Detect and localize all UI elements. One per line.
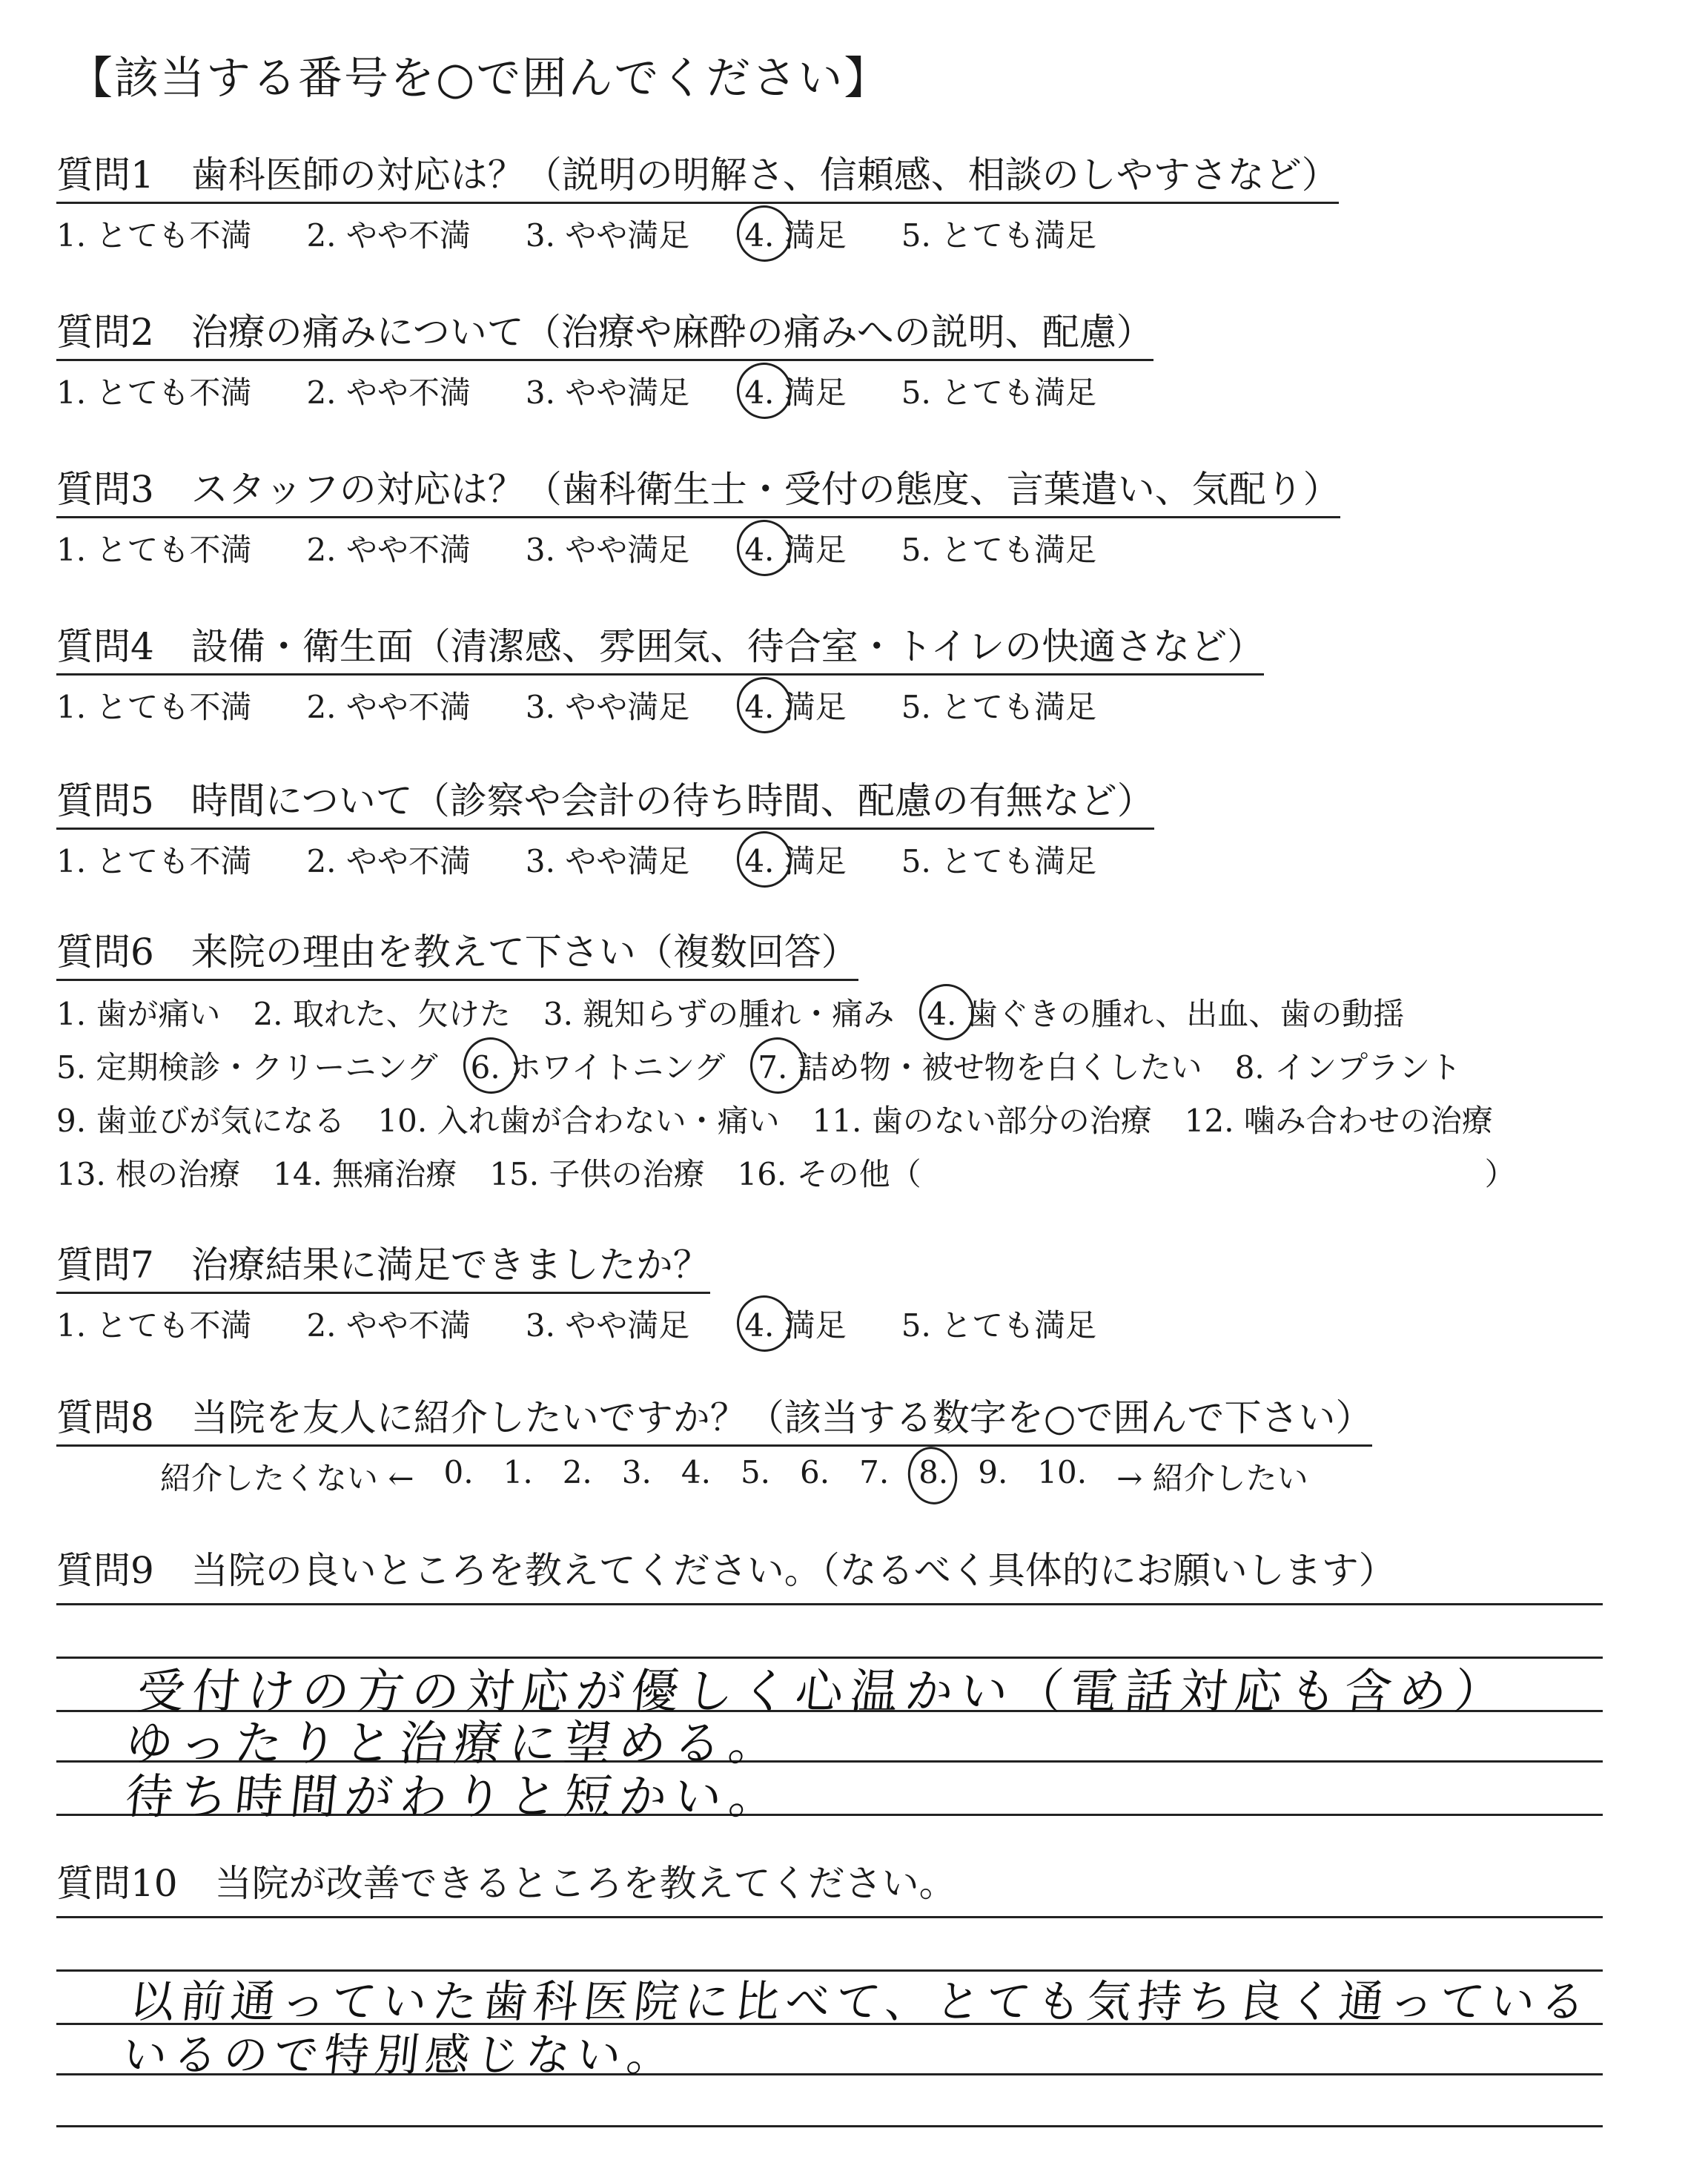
scale-value[interactable]: 3. [621,1454,652,1490]
reason-option[interactable]: 12. 噛み合わせの治療 [1184,1103,1493,1139]
rating-options [56,369,1153,413]
question-title: 質問7 治療結果に満足できましたか？ [56,1235,710,1294]
handwritten-answer-line: 以前通っていた歯科医院に比べて、とても気持ち良く通っている [127,1976,1594,2028]
question-3 [56,460,1340,570]
question-8 [56,1388,1372,1499]
option-4-selected[interactable]: 4. 満足 [744,683,846,727]
option-3[interactable]: 3. やや満足 [525,217,690,254]
recommend-scale [56,1454,1372,1499]
option-3[interactable]: 3. やや満足 [525,374,690,411]
option-2[interactable]: 2. やや不満 [306,843,471,879]
handwritten-answer-line: 受付けの方の対応が優しく心温かい（電話対応も含め） [134,1665,1512,1720]
option-3[interactable]: 3. やや満足 [525,843,690,879]
reason-option[interactable]: 13. 根の治療 [56,1156,241,1192]
answer-line [56,2125,1603,2127]
option-2[interactable]: 2. やや不満 [306,374,471,411]
option-1[interactable]: 1. とても不満 [56,843,252,879]
reason-row-3 [56,1097,1526,1141]
question-5 [56,771,1154,882]
option-2[interactable]: 2. やや不満 [306,1307,471,1344]
rating-options [56,1301,1151,1346]
option-1[interactable]: 1. とても不満 [56,217,252,254]
scale-right-label: → 紹介したい [1116,1460,1308,1496]
handwritten-answer-line: ゆったりと治療に望める。 [122,1717,787,1771]
question-6 [56,922,1526,1195]
form-header: 【該当する番号を○で囲んでください】 [68,53,890,105]
scale-value[interactable]: 2. [562,1454,592,1490]
question-title: 質問10 当院が改善できるところを教えてください。 [56,1862,956,1905]
reason-option[interactable]: 9. 歯並びが気になる [56,1103,345,1139]
question-title: 質問9 当院の良いところを教えてください。（なるべく具体的にお願いします） [56,1549,1396,1592]
option-5[interactable]: 5. とても満足 [901,217,1097,254]
option-2[interactable]: 2. やや不満 [306,532,471,568]
scale-value[interactable]: 5. [740,1454,771,1490]
option-5[interactable]: 5. とても満足 [901,689,1097,725]
question-9 [56,1541,1396,1594]
option-1[interactable]: 1. とても不満 [56,1307,252,1344]
rating-options [56,683,1264,727]
reason-option-selected[interactable]: 7. 詰め物・被せ物を白くしたい [758,1043,1202,1088]
scale-value[interactable]: 4. [681,1454,711,1490]
reason-option[interactable]: 8. インプラント [1234,1049,1462,1086]
rating-options [56,526,1340,570]
scale-value[interactable]: 7. [859,1454,890,1490]
option-5[interactable]: 5. とても満足 [901,1307,1097,1344]
scale-value[interactable]: 1. [503,1454,533,1490]
reason-option-selected[interactable]: 4. 歯ぐきの腫れ、出血、歯の動揺 [927,990,1404,1034]
option-3[interactable]: 3. やや満足 [525,689,690,725]
option-5[interactable]: 5. とても満足 [901,374,1097,411]
reason-option-selected[interactable]: 6. ホワイトニング [471,1043,726,1088]
reason-option[interactable]: 15. 子供の治療 [489,1156,705,1192]
question-title: 質問8 当院を友人に紹介したいですか？（該当する数字を○で囲んで下さい） [56,1388,1372,1447]
reason-row-1 [56,990,1526,1034]
reason-option[interactable]: 10. 入れ歯が合わない・痛い [377,1103,780,1139]
option-5[interactable]: 5. とても満足 [901,843,1097,879]
reason-option[interactable]: 14. 無痛治療 [273,1156,457,1192]
option-1[interactable]: 1. とても不満 [56,689,252,725]
reason-option[interactable]: 3. 親知らずの腫れ・痛み [543,996,895,1032]
reason-option-other[interactable]: 16. その他（ [737,1156,921,1192]
option-1[interactable]: 1. とても不満 [56,532,252,568]
question-1 [56,145,1339,256]
option-4-selected[interactable]: 4. 満足 [744,211,846,256]
reason-option[interactable]: 2. 取れた、欠けた [253,996,511,1032]
option-4-selected[interactable]: 4. 満足 [744,369,846,413]
option-3[interactable]: 3. やや満足 [525,532,690,568]
reason-option[interactable]: 1. 歯が痛い [56,996,221,1032]
question-title: 質問3 スタッフの対応は？（歯科衛生士・受付の態度、言葉遣い、気配り） [56,460,1340,518]
question-title: 質問5 時間について（診察や会計の待ち時間、配慮の有無など） [56,771,1154,830]
question-2 [56,303,1153,413]
option-1[interactable]: 1. とても不満 [56,374,252,411]
question-10 [56,1854,956,1907]
option-4-selected[interactable]: 4. 満足 [744,1301,846,1346]
scale-value-selected[interactable]: 8. [918,1454,948,1499]
scale-value[interactable]: 0. [443,1454,474,1490]
option-4-selected[interactable]: 4. 満足 [744,837,846,882]
scale-value[interactable]: 10. [1037,1454,1088,1490]
option-3[interactable]: 3. やや満足 [525,1307,690,1344]
question-title: 質問1 歯科医師の対応は？（説明の明解さ、信頼感、相談のしやすさなど） [56,145,1339,204]
question-4 [56,617,1264,727]
other-close-paren: ） [1484,1156,1516,1192]
reason-option[interactable]: 5. 定期検診・クリーニング [56,1049,438,1086]
option-5[interactable]: 5. とても満足 [901,532,1097,568]
rating-options [56,837,1154,882]
reason-row-4 [56,1150,1526,1195]
option-2[interactable]: 2. やや不満 [306,217,471,254]
scale-value[interactable]: 6. [800,1454,830,1490]
answer-line [56,1603,1603,1605]
reason-option[interactable]: 11. 歯のない部分の治療 [812,1103,1152,1139]
question-title: 質問6 来院の理由を教えて下さい（複数回答） [56,922,858,981]
answer-line [56,1916,1603,1918]
question-7 [56,1235,1151,1346]
scale-value[interactable]: 9. [978,1454,1008,1490]
handwritten-answer-line: 待ち時間がわりと短かい。 [122,1770,787,1825]
option-4-selected[interactable]: 4. 満足 [744,526,846,570]
scale-left-label: 紹介したくない ← [160,1460,414,1496]
rating-options [56,211,1339,256]
question-title: 質問2 治療の痛みについて（治療や麻酔の痛みへの説明、配慮） [56,303,1153,361]
option-2[interactable]: 2. やや不満 [306,689,471,725]
handwritten-answer-line: いるので特別感じない。 [119,2029,681,2081]
reason-row-2 [56,1043,1526,1088]
question-title: 質問4 設備・衛生面（清潔感、雰囲気、待合室・トイレの快適さなど） [56,617,1264,676]
